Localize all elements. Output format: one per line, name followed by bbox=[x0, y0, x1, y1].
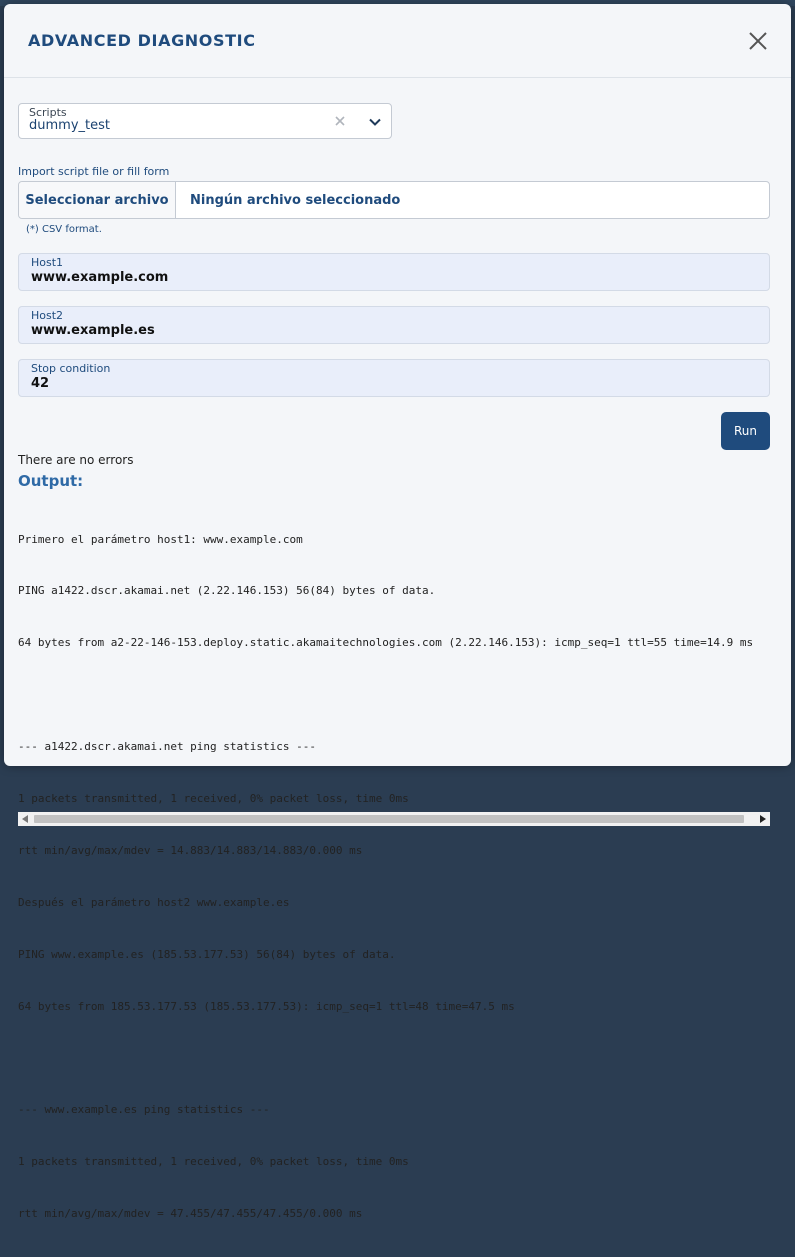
output-line bbox=[18, 1050, 770, 1067]
output-line: 64 bytes from a2-22-146-153.deploy.static.akamaitechnologies.com (2.22.146.153): icmp_seq=1 ttl=55 time=14.9 ms bbox=[18, 636, 754, 650]
host1-field[interactable] bbox=[18, 253, 770, 291]
scroll-left-arrow-icon bbox=[22, 815, 28, 823]
host2-field[interactable] bbox=[18, 306, 770, 344]
dropdown-toggle[interactable] bbox=[367, 114, 383, 130]
close-icon bbox=[748, 31, 768, 51]
output-line bbox=[18, 686, 770, 703]
scroll-right-button[interactable] bbox=[758, 814, 768, 824]
output-line: rtt min/avg/max/mdev = 14.883/14.883/14.883/0.000 ms bbox=[18, 843, 363, 857]
output-line: Después el parámetro host2 www.example.es bbox=[18, 895, 290, 909]
import-label: Import script file or fill form bbox=[18, 165, 170, 178]
scripts-label: Scripts bbox=[29, 106, 67, 119]
output-text bbox=[18, 496, 770, 1221]
scrollbar-thumb[interactable] bbox=[34, 815, 744, 823]
csv-format-note: (*) CSV format. bbox=[26, 224, 102, 235]
output-line: Primero el parámetro host1: www.example.com bbox=[18, 532, 303, 546]
output-line: 1 packets transmitted, 1 received, 0% packet loss, time 0ms bbox=[18, 792, 409, 806]
output-line: PING a1422.dscr.akamai.net (2.22.146.153) 56(84) bytes of data. bbox=[18, 584, 436, 598]
clear-icon bbox=[334, 115, 346, 127]
select-file-button[interactable]: Seleccionar archivo bbox=[19, 182, 176, 218]
modal-header bbox=[4, 4, 791, 78]
host2-input[interactable] bbox=[31, 323, 731, 338]
host1-input[interactable] bbox=[31, 270, 731, 285]
scripts-selected-value: dummy_test bbox=[29, 118, 110, 133]
output-line: 1 packets transmitted, 1 received, 0% packet loss, time 0ms bbox=[18, 1155, 409, 1169]
close-button[interactable] bbox=[745, 28, 771, 54]
stop-condition-label: Stop condition bbox=[31, 362, 111, 375]
scripts-select[interactable] bbox=[18, 103, 392, 139]
output-heading: Output: bbox=[18, 472, 84, 490]
errors-status: There are no errors bbox=[18, 453, 134, 467]
output-line: --- www.example.es ping statistics --- bbox=[18, 1103, 270, 1117]
output-line: PING www.example.es (185.53.177.53) 56(84) bytes of data. bbox=[18, 947, 396, 961]
output-line: 64 bytes from 185.53.177.53 (185.53.177.53): icmp_seq=1 ttl=48 time=47.5 ms bbox=[18, 999, 515, 1013]
modal-title: ADVANCED DIAGNOSTIC bbox=[28, 31, 256, 50]
file-input[interactable] bbox=[18, 181, 770, 219]
stop-condition-input[interactable] bbox=[31, 376, 731, 391]
stop-condition-field[interactable] bbox=[18, 359, 770, 397]
horizontal-scrollbar[interactable] bbox=[18, 812, 770, 826]
chevron-down-icon bbox=[368, 115, 382, 129]
output-line: --- a1422.dscr.akamai.net ping statistics --- bbox=[18, 740, 317, 754]
run-button[interactable]: Run bbox=[721, 412, 770, 450]
scroll-right-arrow-icon bbox=[760, 815, 766, 823]
host1-label: Host1 bbox=[31, 256, 64, 269]
host2-label: Host2 bbox=[31, 309, 64, 322]
clear-selection-button[interactable] bbox=[332, 113, 348, 129]
advanced-diagnostic-modal bbox=[4, 4, 791, 1221]
file-status-text: Ningún archivo seleccionado bbox=[190, 192, 401, 208]
output-line: rtt min/avg/max/mdev = 47.455/47.455/47.455/0.000 ms bbox=[18, 1207, 363, 1221]
scroll-left-button[interactable] bbox=[20, 814, 30, 824]
output-panel[interactable] bbox=[18, 496, 770, 1221]
